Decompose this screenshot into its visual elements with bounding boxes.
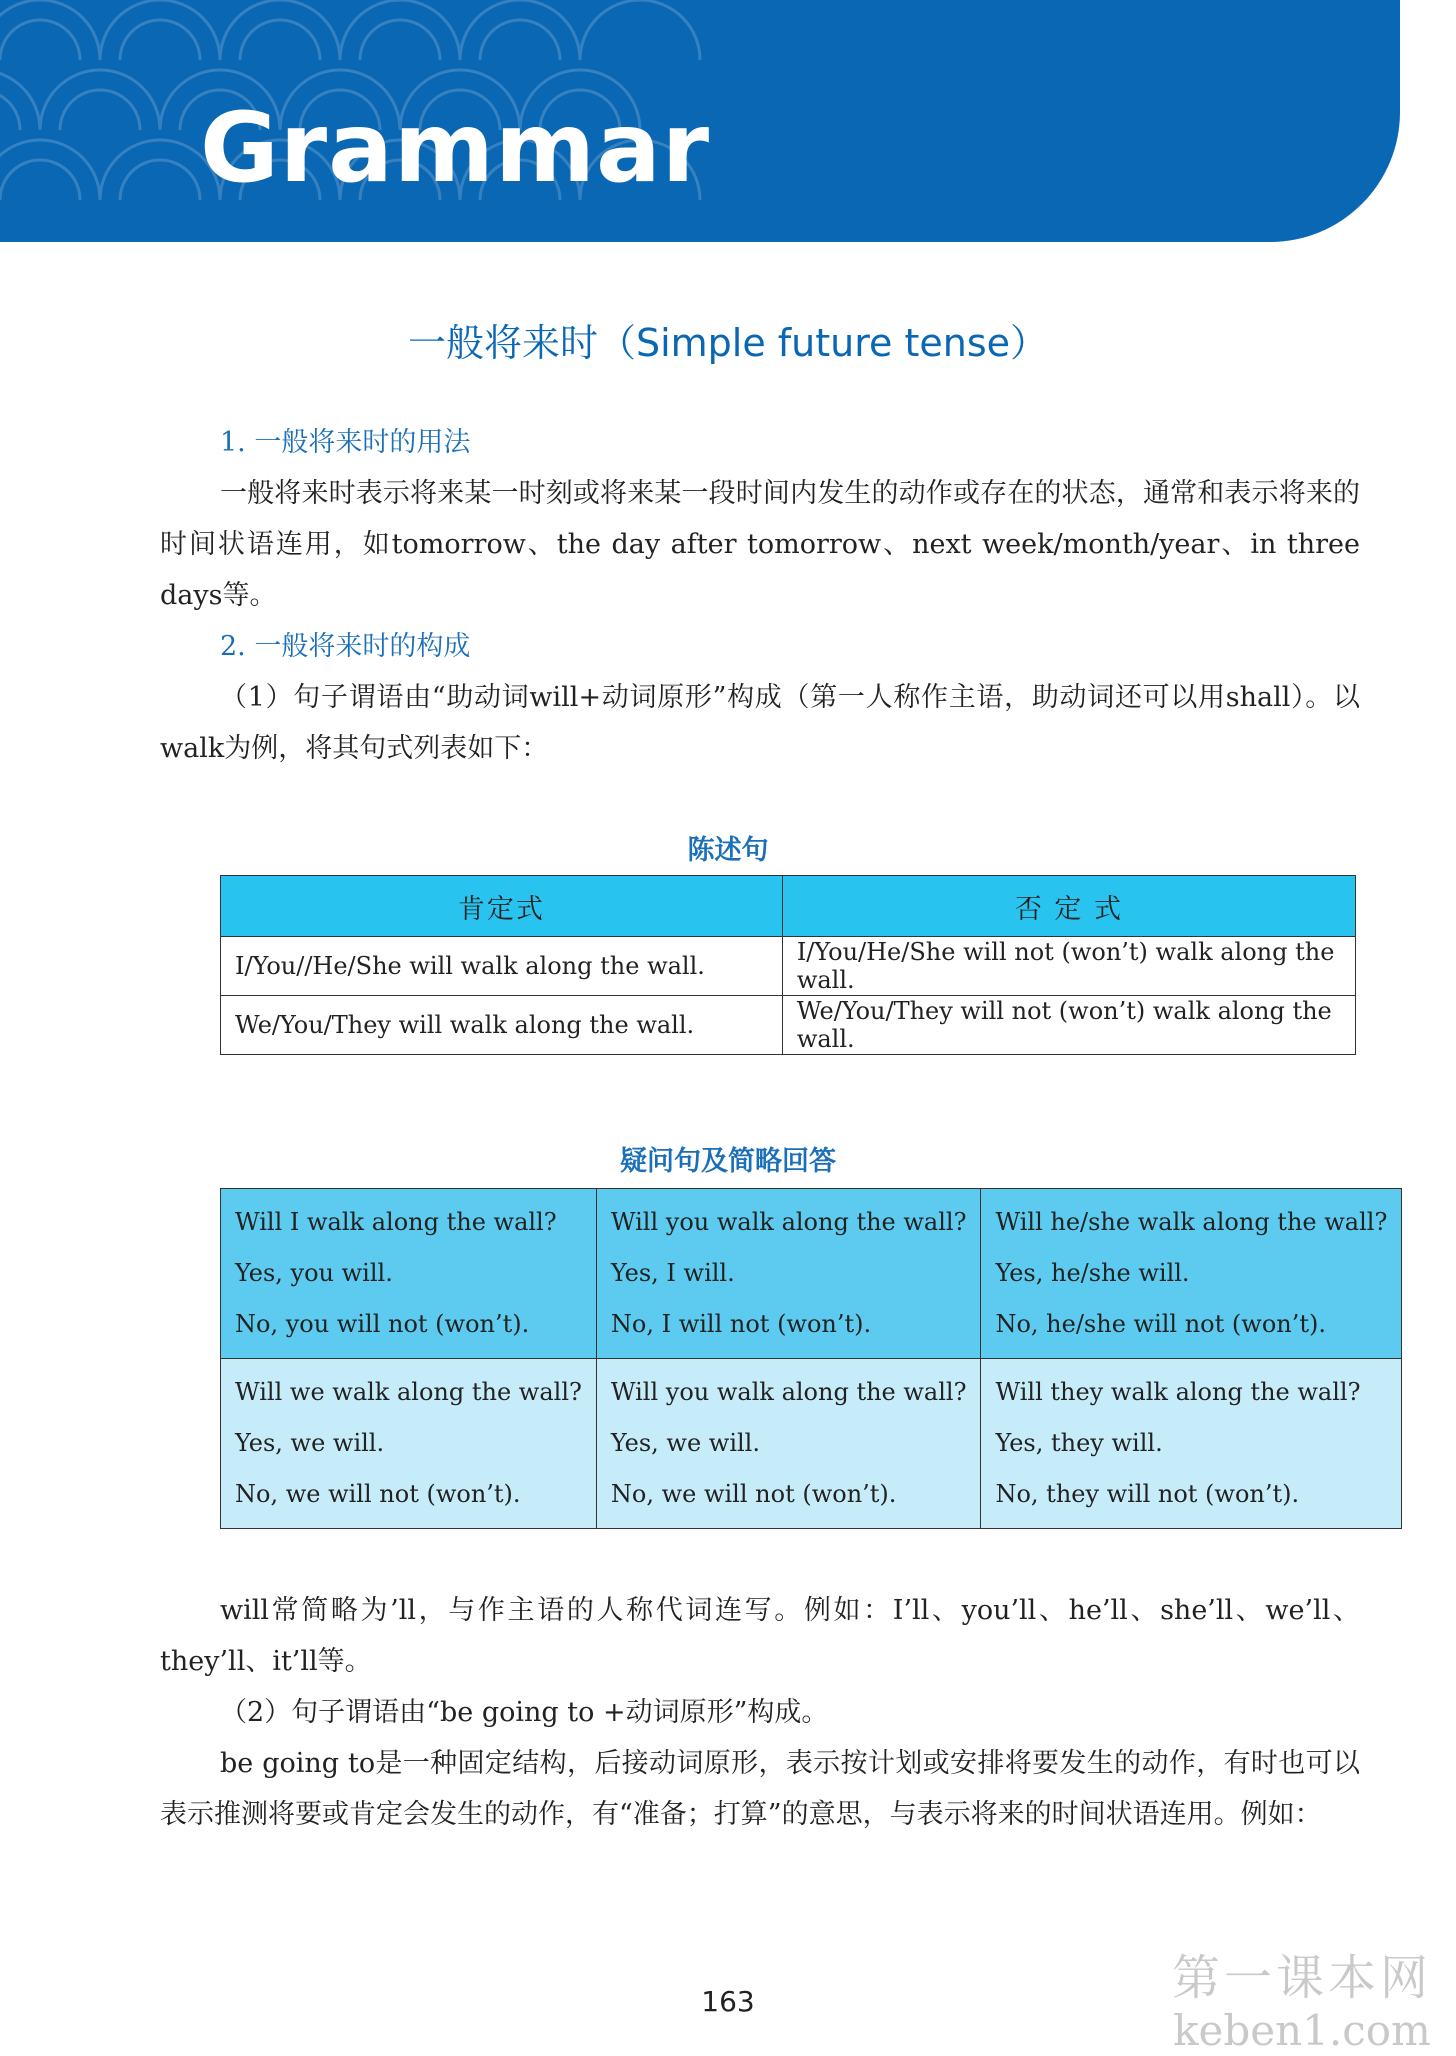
table-cell: [596, 1189, 981, 1359]
notes-block: [160, 1585, 1360, 1840]
table-cell: [981, 1189, 1402, 1359]
negative-header: 否 定 式: [782, 876, 1355, 937]
watermark-line2: keben1.com: [1173, 2006, 1431, 2055]
no-answer: No, I will not (won’t).: [610, 1310, 872, 1338]
yes-answer: Yes, I will.: [610, 1259, 735, 1287]
going-to-heading: （2）句子谓语由“be going to +动词原形”构成。: [220, 1697, 829, 1728]
table1-caption: 陈述句: [687, 835, 769, 866]
yes-answer: Yes, he/she will.: [995, 1259, 1190, 1287]
no-answer: No, we will not (won’t).: [235, 1480, 521, 1508]
question-text: Will you walk along the wall?: [610, 1378, 967, 1406]
no-answer: No, they will not (won’t).: [995, 1480, 1300, 1508]
table-cell: We/You/They will not (won’t) walk along the wall.: [782, 996, 1355, 1055]
question-text: Will they walk along the wall?: [995, 1378, 1361, 1406]
table-cell: I/You//He/She will walk along the wall.: [221, 937, 783, 996]
table-row: [221, 1189, 1402, 1359]
banner-title: Grammar: [200, 92, 711, 204]
table2-caption: 疑问句及简略回答: [620, 1146, 836, 1177]
watermark-line1: 第一课本网: [1171, 1950, 1432, 2006]
declarative-table: [220, 875, 1356, 1055]
no-answer: No, he/she will not (won’t).: [995, 1310, 1326, 1338]
question-text: Will we walk along the wall?: [235, 1378, 582, 1406]
table-cell: I/You/He/She will not (won’t) walk along the wall.: [782, 937, 1355, 996]
table-cell: [981, 1359, 1402, 1529]
intro-block: [160, 417, 1360, 774]
table-row: [221, 1359, 1402, 1529]
table-header-row: [221, 876, 1356, 937]
table-cell: [221, 1189, 597, 1359]
affirmative-header: 肯定式: [221, 876, 783, 937]
going-to-paragraph: be going to是一种固定结构，后接动词原形，表示按计划或安排将要发生的动作，有时也可以表示推测将要或肯定会发生的动作，有“准备；打算”的意思，与表示将来的时间状语连用。例如：: [160, 1748, 1360, 1830]
formation-paragraph: （1）句子谓语由“助动词will+动词原形”构成（第一人称作主语，助动词还可以用shall）。以walk为例，将其句式列表如下：: [160, 682, 1360, 764]
yes-answer: Yes, we will.: [610, 1429, 760, 1457]
yes-answer: Yes, we will.: [235, 1429, 385, 1457]
usage-paragraph: 一般将来时表示将来某一时刻或将来某一段时间内发生的动作或存在的状态，通常和表示将来的时间状语连用，如tomorrow、the day after tomorrow、next week/month/year、in three days等。: [160, 478, 1360, 611]
yes-answer: Yes, they will.: [995, 1429, 1163, 1457]
no-answer: No, we will not (won’t).: [610, 1480, 897, 1508]
table-cell: [221, 1359, 597, 1529]
usage-heading: 1. 一般将来时的用法: [220, 427, 471, 458]
formation-heading: 2. 一般将来时的构成: [220, 631, 471, 662]
question-text: Will I walk along the wall?: [235, 1208, 557, 1236]
header-banner: [0, 0, 1400, 242]
table-row: [221, 996, 1356, 1055]
question-text: Will he/she walk along the wall?: [995, 1208, 1388, 1236]
contraction-paragraph: will常简略为’ll，与作主语的人称代词连写。例如：I’ll、you’ll、he’ll、she’ll、we’ll、they’ll、it’ll等。: [160, 1595, 1360, 1677]
page-number: 163: [701, 1985, 755, 2018]
table-row: [221, 937, 1356, 996]
table-cell: [596, 1359, 981, 1529]
yes-answer: Yes, you will.: [235, 1259, 393, 1287]
question-table: [220, 1188, 1402, 1529]
no-answer: No, you will not (won’t).: [235, 1310, 530, 1338]
watermark: [1172, 1950, 1432, 2056]
question-text: Will you walk along the wall?: [610, 1208, 967, 1236]
table-cell: We/You/They will walk along the wall.: [221, 996, 783, 1055]
section-title: 一般将来时（Simple future tense）: [407, 321, 1049, 365]
